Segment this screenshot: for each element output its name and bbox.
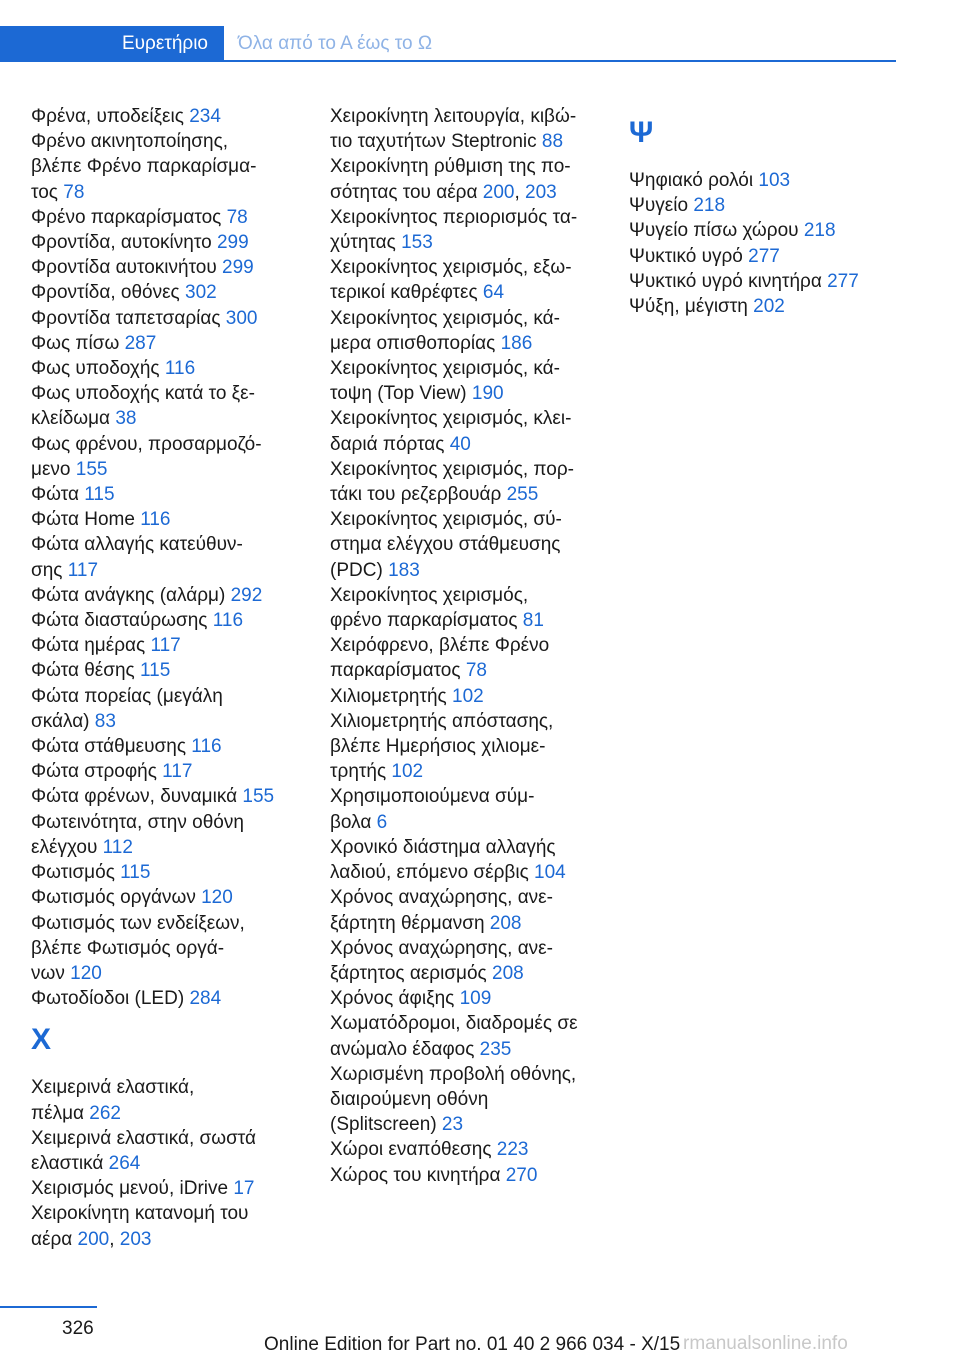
- entry-text: Φρένο ακινητοποίησης,: [31, 131, 229, 153]
- page-link[interactable]: 117: [150, 635, 181, 657]
- index-entry: [31, 104, 313, 129]
- entry-text: Ψυκτικό υγρό κινητήρα 277: [629, 270, 859, 292]
- index-entry: [330, 583, 612, 633]
- entry-text: Φως υποδοχής 116: [31, 358, 196, 380]
- page-link[interactable]: 116: [191, 736, 222, 758]
- index-entry: [330, 104, 612, 154]
- entry-text: φρένο παρκαρίσματος 81: [330, 610, 544, 632]
- entry-text: λαδιού, επόμενο σέρβις 104: [330, 862, 566, 884]
- page-link[interactable]: 155: [75, 458, 108, 480]
- page-link[interactable]: 103: [758, 170, 791, 191]
- page-link[interactable]: 186: [500, 332, 533, 354]
- page-link[interactable]: 300: [225, 307, 258, 329]
- page-link[interactable]: 218: [693, 195, 726, 217]
- index-entry: [31, 658, 313, 683]
- entry-text: Χιλιομετρητής απόστασης,: [330, 710, 554, 732]
- entry-text: τιο ταχυτήτων Steptronic 88: [330, 131, 564, 153]
- entry-text: Χειμερινά ελαστικά,: [31, 1077, 195, 1099]
- entry-text: βλέπε Ημερήσιος χιλιομε-: [330, 736, 546, 758]
- entry-text: στημα ελέγχου στάθμευσης: [330, 534, 561, 556]
- index-entry: [31, 1201, 313, 1251]
- page-link[interactable]: 183: [388, 559, 420, 581]
- index-entry: [31, 885, 313, 910]
- page-link[interactable]: 200: [77, 1228, 110, 1250]
- entry-text: Φώτα στάθμευσης 116: [31, 736, 222, 758]
- entry-text: Χρόνος άφιξης 109: [330, 988, 492, 1010]
- page-link[interactable]: 264: [108, 1152, 141, 1174]
- entry-text: Χειροκίνητος περιορισμός τα-: [330, 206, 578, 228]
- index-entry: [31, 810, 313, 860]
- index-entry: [31, 507, 313, 532]
- page-link[interactable]: 117: [67, 559, 99, 581]
- index-entry: [31, 255, 313, 280]
- entry-text: Φρένα, υποδείξεις 234: [31, 106, 221, 127]
- page-link[interactable]: 23: [441, 1114, 464, 1136]
- page-link[interactable]: 115: [84, 484, 115, 506]
- entry-text: χύτητας 153: [330, 232, 433, 254]
- entry-text: Φως πίσω 287: [31, 332, 157, 354]
- page-link[interactable]: 115: [140, 660, 171, 682]
- index-entry: [31, 759, 313, 784]
- page-link[interactable]: 208: [492, 962, 524, 984]
- page-link[interactable]: 153: [401, 232, 433, 254]
- entry-text: Φωτισμός 115: [31, 862, 151, 884]
- entry-text: Φώτα ανάγκης (αλάρμ) 292: [31, 584, 263, 606]
- entry-text: ανώμαλο έδαφος 235: [330, 1038, 512, 1060]
- entry-text: Φροντίδα, αυτοκίνητο 299: [31, 232, 249, 254]
- index-entry: [31, 331, 313, 356]
- page-link[interactable]: 277: [748, 245, 780, 267]
- index-entry: [330, 835, 612, 885]
- index-entry: [330, 1011, 612, 1061]
- page-link[interactable]: 78: [226, 206, 248, 228]
- index-entry: [330, 1137, 612, 1162]
- page-link[interactable]: 299: [216, 232, 249, 254]
- entry-text: Φωτοδίοδοι (LED) 284: [31, 988, 222, 1010]
- index-entry: [330, 684, 612, 709]
- entry-text: παρκαρίσματος 78: [330, 660, 487, 682]
- tab-a-to-z[interactable]: Όλα από το Α έως το Ω: [238, 33, 433, 54]
- header-divider: [224, 60, 896, 62]
- entry-text: Ψηφιακό ρολόι 103: [629, 170, 791, 191]
- index-entry: [629, 294, 911, 319]
- entry-text: Φρένο παρκαρίσματος 78: [31, 206, 248, 228]
- entry-text: Χειροκίνητη κατανομή του: [31, 1203, 249, 1225]
- entry-text: πέλμα 262: [31, 1102, 121, 1124]
- index-entry: [31, 381, 313, 431]
- entry-text: Χωματόδρομοι, διαδρομές σε: [330, 1013, 578, 1035]
- entry-text: Ψυγείο 218: [629, 195, 726, 217]
- page-link[interactable]: 116: [164, 358, 196, 380]
- entry-text: Φώτα Home 116: [31, 509, 171, 531]
- index-entry: [330, 1163, 612, 1188]
- footer-divider: [0, 1306, 97, 1308]
- entry-text: Φροντίδα ταπετσαρίας 300: [31, 307, 258, 329]
- entry-text: Φώτα αλλαγής κατεύθυν-: [31, 534, 243, 556]
- entry-text: νων 120: [31, 962, 102, 984]
- entry-text: βλέπε Φωτισμός οργά-: [31, 937, 225, 959]
- page-link[interactable]: 262: [89, 1102, 121, 1124]
- entry-text: Χειροκίνητος χειρισμός,: [330, 584, 529, 606]
- index-entry: [31, 734, 313, 759]
- entry-text: Χρόνος αναχώρησης, ανε-: [330, 937, 553, 959]
- entry-text: Φώτα 115: [31, 484, 115, 506]
- page-link[interactable]: 155: [242, 786, 275, 808]
- entry-text: Χώροι εναπόθεσης 223: [330, 1139, 529, 1161]
- page-link[interactable]: 109: [459, 988, 492, 1010]
- index-entry: [31, 280, 313, 305]
- page-link[interactable]: 81: [522, 610, 544, 632]
- entry-text: Φωτισμός οργάνων 120: [31, 887, 233, 909]
- index-entry: [31, 532, 313, 582]
- entry-text: αέρα 200, 203: [31, 1228, 152, 1250]
- entry-text: βολα 6: [330, 811, 388, 833]
- entry-text: τοψη (Top View) 190: [330, 383, 504, 405]
- entry-text: Φως φρένου, προσαρμοζό-: [31, 433, 262, 455]
- entry-text: Φωτισμός των ενδείξεων,: [31, 912, 245, 934]
- entry-text: Χειρισμός μενού, iDrive 17: [31, 1178, 255, 1200]
- index-entry: [31, 356, 313, 381]
- entry-text: Ψύξη, μέγιστη 202: [629, 296, 785, 318]
- index-entry: [31, 306, 313, 331]
- entry-text: τερικοί καθρέφτες 64: [330, 282, 505, 304]
- entry-text: κλείδωμα 38: [31, 408, 137, 430]
- page-number: 326: [62, 1318, 94, 1339]
- entry-text: Χειρόφρενο, βλέπε Φρένο: [330, 635, 550, 657]
- index-entry: [31, 608, 313, 633]
- index-entry: [330, 306, 612, 356]
- index-entry: [31, 684, 313, 734]
- index-entry: [330, 1062, 612, 1138]
- entry-text: Χρησιμοποιούμενα σύμ-: [330, 786, 535, 808]
- entry-text: Φωτεινότητα, στην οθόνη: [31, 811, 244, 833]
- entry-text: Χειροκίνητος χειρισμός, κά-: [330, 307, 560, 329]
- index-entry: [31, 860, 313, 885]
- entry-text: Φώτα φρένων, δυναμικά 155: [31, 786, 275, 808]
- page-link[interactable]: 38: [115, 408, 137, 430]
- entry-text: Χειροκίνητη λειτουργία, κιβώ-: [330, 106, 577, 127]
- page-link[interactable]: 115: [120, 862, 151, 884]
- index-entry: [629, 269, 911, 294]
- page-link[interactable]: 218: [803, 220, 836, 242]
- entry-text: δαριά πόρτας 40: [330, 433, 471, 455]
- watermark: rmanualsonline.info: [683, 1333, 848, 1354]
- index-entry: [31, 230, 313, 255]
- entry-text: τρητής 102: [330, 761, 424, 783]
- index-column-3: [629, 104, 911, 319]
- entry-text: ελέγχου 112: [31, 836, 133, 858]
- entry-text: σότητας του αέρα 200, 203: [330, 181, 557, 203]
- index-entry: [330, 784, 612, 834]
- page-link[interactable]: 255: [506, 484, 539, 506]
- index-entry: [31, 129, 313, 205]
- entry-text: Φώτα θέσης 115: [31, 660, 171, 682]
- entry-text: τος 78: [31, 181, 85, 203]
- entry-text: Φώτα διασταύρωσης 116: [31, 610, 244, 632]
- entry-text: σης 117: [31, 559, 99, 581]
- entry-text: διαιρούμενη οθόνη: [330, 1088, 489, 1110]
- page-link[interactable]: 208: [489, 912, 522, 934]
- entry-text: βλέπε Φρένο παρκαρίσμα-: [31, 156, 257, 178]
- page-link[interactable]: 78: [465, 660, 487, 682]
- page-link[interactable]: 235: [479, 1038, 512, 1060]
- page-link[interactable]: 202: [753, 296, 785, 318]
- index-entry: [31, 1176, 313, 1201]
- entry-text: Χώρος του κινητήρα 270: [330, 1164, 538, 1186]
- entry-text: Ψυκτικό υγρό 277: [629, 245, 780, 267]
- page-link[interactable]: 120: [201, 887, 233, 909]
- entry-text: Χειροκίνητη ρύθμιση της πο-: [330, 156, 571, 178]
- index-entry: [330, 356, 612, 406]
- page-link[interactable]: 277: [827, 270, 859, 292]
- entry-text: τάκι του ρεζερβουάρ 255: [330, 484, 539, 506]
- page-link[interactable]: 88: [541, 131, 564, 153]
- page-link[interactable]: 117: [162, 761, 193, 783]
- page-link[interactable]: 102: [391, 761, 424, 783]
- section-heading: Χ: [31, 1023, 52, 1057]
- entry-text: Φώτα στροφής 117: [31, 761, 193, 783]
- entry-text: ξάρτητος αερισμός 208: [330, 962, 524, 984]
- edition-text: Online Edition for Part no. 01 40 2 966 034 - X/15: [264, 1334, 681, 1355]
- page-link[interactable]: 40: [449, 433, 471, 455]
- entry-text: ελαστικά 264: [31, 1152, 141, 1174]
- index-entry: [31, 986, 313, 1011]
- entry-text: Φως υποδοχής κατά το ξε-: [31, 383, 255, 405]
- index-entry: [330, 507, 612, 583]
- entry-text: σκάλα) 83: [31, 710, 116, 732]
- entry-text: ξάρτητη θέρμανση 208: [330, 912, 522, 934]
- entry-text: Φροντίδα αυτοκινήτου 299: [31, 257, 254, 279]
- page-link[interactable]: 270: [505, 1164, 538, 1186]
- page-link[interactable]: 200: [482, 181, 515, 203]
- index-entry: [31, 432, 313, 482]
- index-entry: [629, 193, 911, 218]
- page-link[interactable]: 17: [233, 1178, 255, 1200]
- page-link[interactable]: 78: [63, 181, 85, 203]
- page-link[interactable]: 287: [124, 332, 157, 354]
- page-link[interactable]: 284: [189, 988, 222, 1010]
- entry-text: Φώτα πορείας (μεγάλη: [31, 685, 223, 707]
- page-link[interactable]: 292: [230, 584, 263, 606]
- page-link[interactable]: 6: [376, 811, 388, 833]
- page-link[interactable]: 302: [185, 282, 217, 304]
- index-column-1: [31, 104, 313, 1252]
- page-link[interactable]: 299: [222, 257, 254, 279]
- index-entry: [31, 205, 313, 230]
- index-entry: [330, 154, 612, 204]
- index-entry: [330, 205, 612, 255]
- index-entry: [31, 482, 313, 507]
- index-entry: [629, 168, 911, 193]
- page-link[interactable]: 112: [102, 836, 133, 858]
- index-entry: [330, 885, 612, 935]
- section-heading: Ψ: [629, 116, 654, 149]
- index-entry: [31, 583, 313, 608]
- entry-text: Χωρισμένη προβολή οθόνης,: [330, 1063, 577, 1085]
- index-entry: [31, 1075, 313, 1125]
- index-entry: [629, 218, 911, 243]
- entry-text: Χρόνος αναχώρησης, ανε-: [330, 887, 553, 909]
- index-entry: [330, 986, 612, 1011]
- entry-text: Χειροκίνητος χειρισμός, πορ-: [330, 458, 574, 480]
- header: [0, 0, 960, 62]
- entry-text: Χειροκίνητος χειρισμός, κλει-: [330, 408, 572, 430]
- entry-text: Χιλιομετρητής 102: [330, 685, 484, 707]
- page-link[interactable]: 64: [482, 282, 505, 304]
- page-link[interactable]: 83: [94, 710, 116, 732]
- entry-text: Φώτα ημέρας 117: [31, 635, 181, 657]
- entry-text: Χειμερινά ελαστικά, σωστά: [31, 1127, 257, 1149]
- page-link[interactable]: 223: [496, 1139, 529, 1161]
- entry-text: Χειροκίνητος χειρισμός, εξω-: [330, 257, 572, 279]
- index-entry: [330, 255, 612, 305]
- index-entry: [330, 406, 612, 456]
- page-link[interactable]: 102: [452, 685, 484, 707]
- page-link[interactable]: 120: [70, 962, 102, 984]
- index-entry: [31, 911, 313, 987]
- entry-text: (PDC) 183: [330, 559, 420, 581]
- page-link[interactable]: 104: [534, 862, 566, 884]
- entry-text: Χειροκίνητος χειρισμός, σύ-: [330, 509, 562, 531]
- index-entry: [31, 784, 313, 809]
- index-entry: [629, 244, 911, 269]
- index-entry: [330, 457, 612, 507]
- page-link[interactable]: 234: [189, 106, 221, 127]
- index-column-2: [330, 104, 612, 1188]
- entry-text: Φροντίδα, οθόνες 302: [31, 282, 217, 304]
- page-link[interactable]: 116: [212, 610, 244, 632]
- entry-text: Χρονικό διάστημα αλλαγής: [330, 836, 556, 858]
- entry-text: μερα οπισθοπορίας 186: [330, 332, 533, 354]
- index-entry: [330, 936, 612, 986]
- page-link[interactable]: 116: [140, 509, 171, 531]
- page-link[interactable]: 203: [119, 1228, 152, 1250]
- entry-text: Χειροκίνητος χειρισμός, κά-: [330, 358, 560, 380]
- entry-text: Ψυγείο πίσω χώρου 218: [629, 220, 836, 242]
- page-link[interactable]: 190: [471, 383, 504, 405]
- page-link[interactable]: 203: [525, 181, 557, 203]
- index-entry: [330, 633, 612, 683]
- entry-text: μενο 155: [31, 458, 108, 480]
- index-entry: [330, 709, 612, 785]
- entry-text: (Splitscreen) 23: [330, 1114, 464, 1136]
- index-entry: [31, 633, 313, 658]
- index-entry: [31, 1126, 313, 1176]
- tab-index[interactable]: Ευρετήριο: [0, 26, 224, 62]
